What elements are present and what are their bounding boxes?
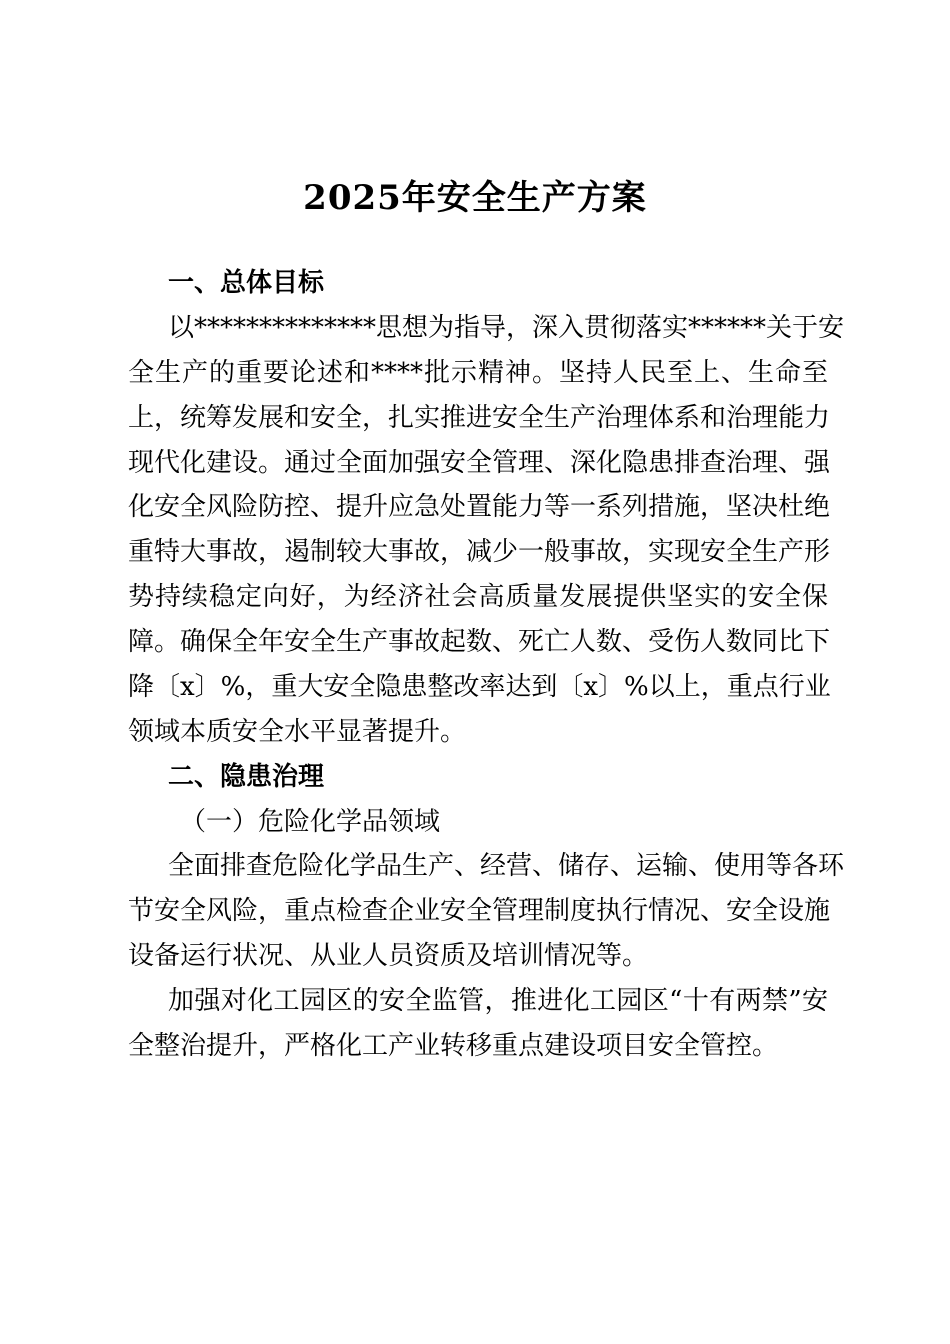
paragraph-line: 降〔x〕%，重大安全隐患整改率达到〔x〕%以上，重点行业 bbox=[128, 672, 831, 702]
paragraph-line: 势持续稳定向好，为经济社会高质量发展提供坚实的安全保 bbox=[128, 582, 828, 612]
paragraph-line: 化安全风险防控、提升应急处置能力等一系列措施，坚决杜绝 bbox=[128, 492, 831, 522]
paragraph-line: 领域本质安全水平显著提升。 bbox=[128, 717, 467, 747]
paragraph-line: 全生产的重要论述和****批示精神。坚持人民至上、生命至 bbox=[128, 358, 828, 388]
paragraph-line: 上，统筹发展和安全，扎实推进安全生产治理体系和治理能力 bbox=[128, 403, 831, 433]
section-heading: 一、总体目标 bbox=[168, 268, 325, 298]
document-title: 2025年安全生产方案 bbox=[303, 178, 647, 218]
paragraph-line: 以**************思想为指导，深入贯彻落实******关于安 bbox=[168, 313, 845, 343]
subsection-heading: （一）危险化学品领域 bbox=[180, 807, 441, 837]
paragraph-line: 设备运行状况、从业人员资质及培训情况等。 bbox=[128, 941, 649, 971]
paragraph-line: 全面排查危险化学品生产、经营、储存、运输、使用等各环 bbox=[168, 851, 845, 881]
paragraph-line: 重特大事故，遏制较大事故，减少一般事故，实现安全生产形 bbox=[128, 537, 831, 567]
paragraph-line: 全整治提升，严格化工产业转移重点建设项目安全管控。 bbox=[128, 1031, 779, 1061]
paragraph-line: 节安全风险，重点检查企业安全管理制度执行情况、安全设施 bbox=[128, 896, 831, 926]
section-heading: 二、隐患治理 bbox=[168, 762, 325, 792]
paragraph-line: 加强对化工园区的安全监管，推进化工园区“十有两禁”安 bbox=[168, 986, 828, 1016]
paragraph-line: 障。确保全年安全生产事故起数、死亡人数、受伤人数同比下 bbox=[128, 627, 831, 657]
paragraph-line: 现代化建设。通过全面加强安全管理、深化隐患排查治理、强 bbox=[128, 448, 831, 478]
